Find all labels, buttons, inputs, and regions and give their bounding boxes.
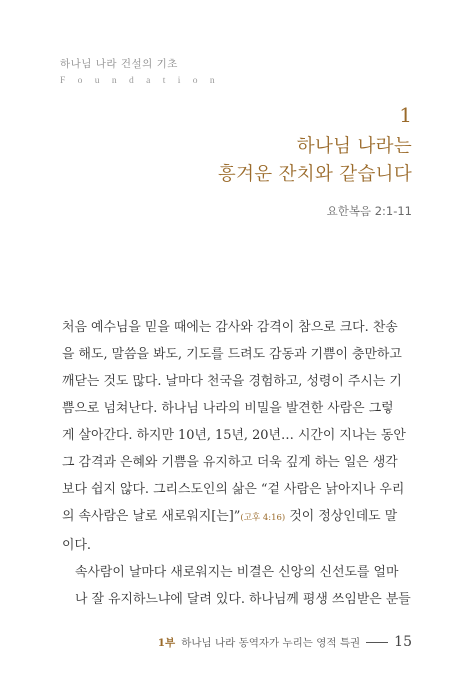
running-head-english: F o u n d a t i o n <box>60 76 220 86</box>
text-line: 처음 예수님을 믿을 때에는 감사와 감격이 참으로 크다. 찬송 <box>62 320 398 335</box>
text-line: 게 살아간다. 하지만 10년, 15년, 20년… 시간이 지나는 동안 <box>62 428 406 443</box>
text-line <box>62 503 414 532</box>
text-line: 쁨으로 넘쳐난다. 하나님 나라의 비밀을 발견한 사람은 그렇 <box>62 401 394 416</box>
running-head <box>60 56 220 86</box>
running-head-korean: 하나님 나라 건설의 기초 <box>60 58 178 70</box>
text-line: 깨닫는 것도 많다. 날마다 천국을 경험하고, 성령이 주시는 기 <box>62 374 402 389</box>
chapter-title-line-1: 하나님 나라는 <box>296 136 412 157</box>
text-line: 을 해도, 말씀을 봐도, 기도를 드려도 감동과 기쁨이 충만하고 <box>62 347 402 362</box>
footer-part-title: 하나님 나라 동역자가 누리는 영적 특권 <box>181 637 361 649</box>
page-number: 15 <box>394 634 412 650</box>
footer-rule <box>366 642 388 643</box>
text-segment: 의 속사람은 날로 새로워지[는]” <box>62 509 241 524</box>
inline-scripture-reference: (고후 4:16) <box>240 513 286 523</box>
text-line: 그 감격과 은혜와 기쁨을 유지하고 더욱 깊게 하는 일은 생각 <box>62 455 398 470</box>
chapter-number: 1 <box>399 103 412 127</box>
chapter-title-line-2: 흥겨운 잔치와 같습니다 <box>217 164 412 185</box>
footer-part-label: 1부 <box>157 637 176 649</box>
chapter-heading <box>218 105 412 219</box>
chapter-title <box>218 133 412 189</box>
paragraph-2 <box>62 559 414 613</box>
text-line: 보다 쉽지 않다. 그리스도인의 삶은 “겉 사람은 낡아지나 우리 <box>62 482 405 497</box>
text-line: 나 잘 유지하느냐에 달려 있다. 하나님께 평생 쓰임받은 분들 <box>75 592 411 607</box>
scripture-reference: 요한복음 2:1-11 <box>326 204 412 218</box>
paragraph-1 <box>62 314 414 559</box>
page-footer <box>158 634 412 650</box>
body-text <box>62 314 414 613</box>
text-segment: 것이 정상인데도 말 <box>285 509 398 524</box>
text-line: 속사람이 날마다 새로워지는 비결은 신앙의 신선도를 얼마 <box>75 565 399 580</box>
text-line: 이다. <box>62 538 92 553</box>
